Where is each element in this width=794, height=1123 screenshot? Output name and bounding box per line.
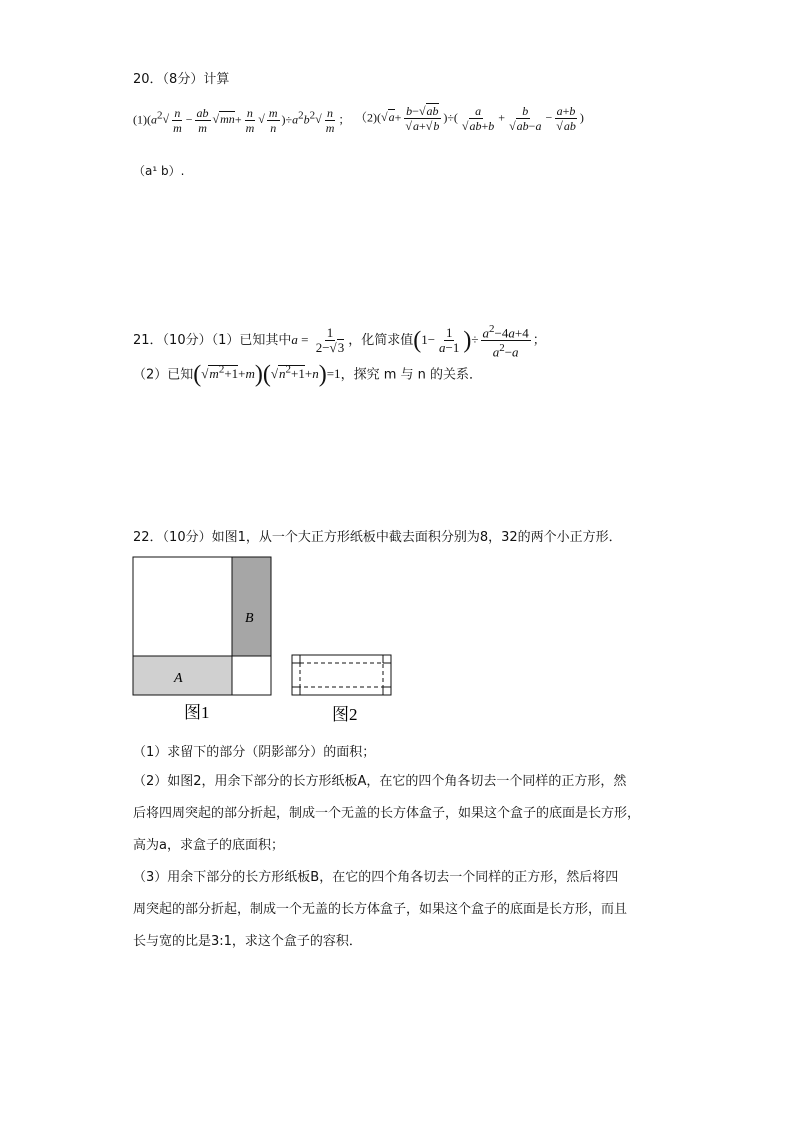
fig1-caption: 图1: [184, 703, 210, 722]
q21-simplify-text: ，化简求值: [348, 332, 414, 348]
q20-part1-label: (1): [133, 112, 147, 127]
q22-header: 22．（10分）如图1，从一个大正方形纸板中截去面积分别为8，32的两个小正方形．: [133, 530, 622, 545]
label-a: A: [174, 671, 183, 686]
q21-a-definition: a = $\frac{1}{2-√ 3}$: [291, 332, 348, 347]
q22-sub2-line2: 后将四周突起的部分折起，制成一个无盖的长方体盒子，如果这个盒子的底面是长方形，: [133, 806, 641, 821]
q21-part2-suffix: ，探究 m 与 n 的关系．: [340, 367, 482, 383]
q20-condition: （a¹ b）.: [133, 164, 185, 178]
q20-part2-expression: （2)(√ a+ b−√ ab √ a+√ b )÷( a √ ab+b + b √ ab−a − a+b √ ab ): [355, 104, 584, 133]
figure-2: [292, 655, 391, 695]
label-b: B: [245, 611, 254, 626]
q21-line1: [133, 322, 546, 360]
q22-sub3-line3: 长与宽的比是3:1，求这个盒子的容积．: [133, 934, 362, 949]
q22-figures: [128, 552, 408, 732]
rect-b: [232, 557, 271, 656]
q22-sub3-line2: 周突起的部分折起，制成一个无盖的长方体盒子，如果这个盒子的底面是长方形，而且: [133, 902, 628, 917]
q22-sub2-line1: （2）如图2，用余下部分的长方形纸板A，在它的四个角各切去一个同样的正方形，然: [133, 774, 627, 789]
q20-part1-expression: $(1)(a^2√$ $\frac{n}{m}$ − $\frac{ab}{m}$ √ mn+ $\frac{n}{m}$ √ $\frac{m}{n}$ )$\div a^2b^2√$ $\frac{n}{m}$ ；: [133, 106, 350, 135]
q21-header: 21．（10分）（1）已知其中: [133, 332, 292, 348]
q22-sub1: （1）求留下的部分（阴影部分）的面积；: [133, 745, 376, 760]
q21-simplify-expression: (1− $\frac{1}{a-1}$ )÷ $\frac{a^2-4a+4}{a^2-a}$ ；: [413, 323, 546, 360]
q21-part2-expression: (√ $m^2+1+m)(√$ $n^2+1+n)=1$: [193, 366, 340, 381]
q20-header: 20．（8分）计算: [133, 72, 230, 87]
q22-sub3-line1: （3）用余下部分的长方形纸板B，在它的四个角各切去一个同样的正方形，然后将四: [133, 870, 619, 885]
q21-line2: [133, 362, 482, 389]
box-net: [292, 655, 391, 695]
q21-part2-prefix: （2）已知: [133, 367, 194, 383]
q22-sub2-line3: 高为a，求盒子的底面积；: [133, 838, 284, 853]
fig2-caption: 图2: [332, 705, 358, 724]
figure-1: [133, 557, 271, 695]
